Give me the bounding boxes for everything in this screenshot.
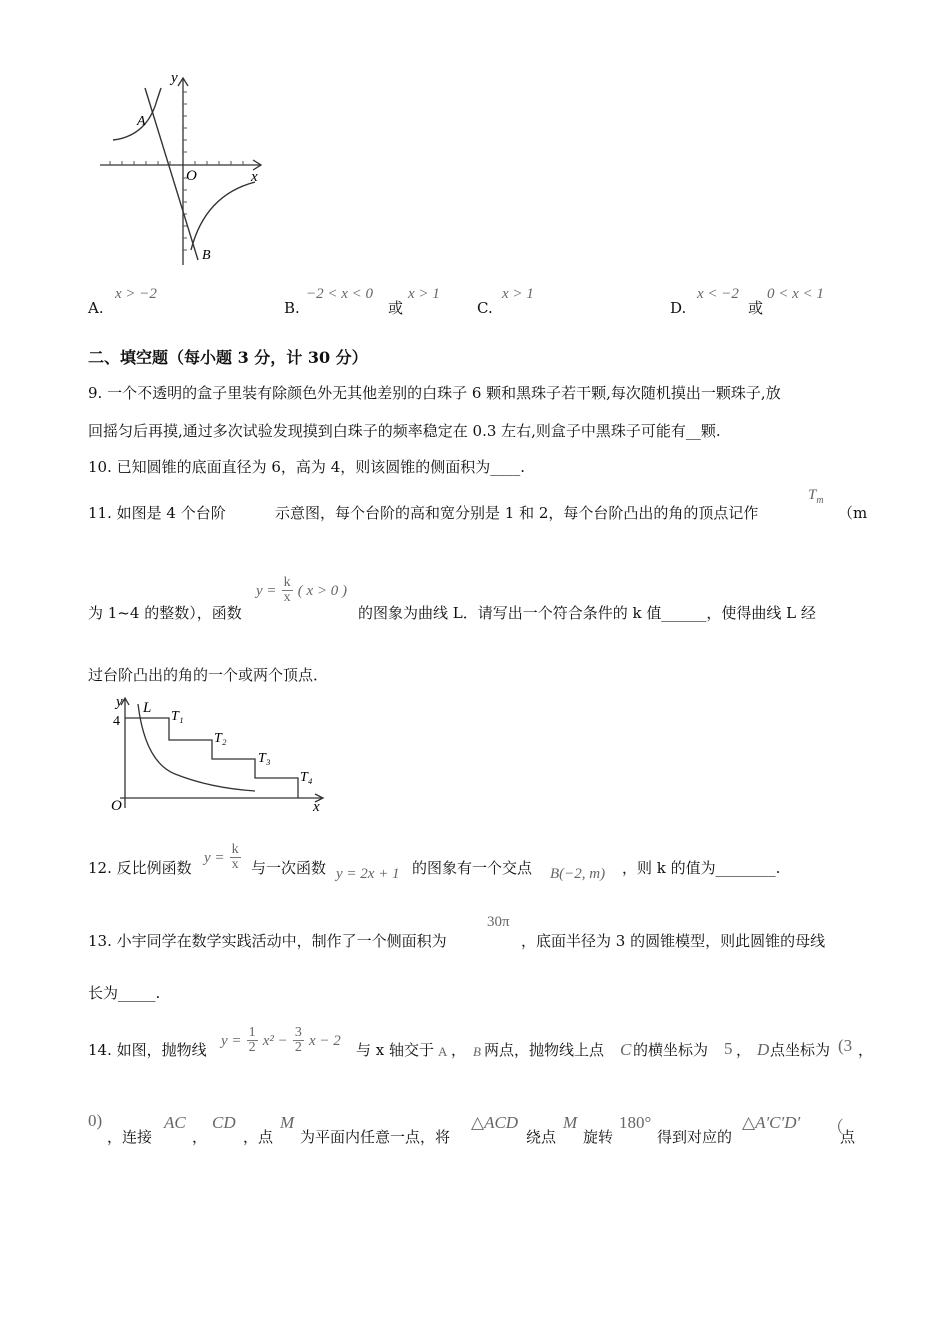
q12-part-2: 与一次函数 (251, 859, 327, 877)
t3-label: T₃ (258, 751, 271, 766)
origin-label: O (111, 798, 122, 814)
option-a-math: x > −2 (115, 286, 157, 302)
q14-frac2-den: 2 (294, 1040, 302, 1055)
q14-m2: M (563, 1113, 578, 1132)
q11-figure (100, 690, 340, 815)
q14-l2-c: ，点 (243, 1128, 274, 1146)
option-a-letter: A. (88, 299, 104, 317)
q14-tri-acd-prime: △A′C′D′ (742, 1113, 801, 1132)
q9-line-2: 回摇匀后再摸,通过多次试验发现摸到白珠子的频率稳定在 0.3 左右,则盒子中黑珠子可能有__颗. (88, 422, 721, 440)
q14-d-coord-end: 0) (88, 1111, 103, 1130)
q14-point-b: B (473, 1044, 481, 1059)
q11-tm-sub: m (816, 495, 824, 506)
hyperbola-branch-right (191, 182, 255, 250)
q13-part-1: 13. 小宇同学在数学实践活动中，制作了一个侧面积为 (88, 932, 447, 950)
t1-label: T₁ (171, 709, 184, 724)
q11-func-y: y = (256, 583, 277, 599)
q14-l2-i: 点 (840, 1128, 856, 1146)
option-d-or: 或 (748, 299, 764, 317)
q14-frac-2 (293, 1026, 304, 1055)
q14-point-a: A (438, 1044, 448, 1059)
q14-l2-f: 旋转 (583, 1128, 614, 1146)
q11-line-2a: 为 1~4 的整数），函数 (88, 604, 242, 622)
q11-part-3: （m (838, 504, 868, 522)
q13-part-2: ，底面半径为 3 的圆锥模型，则此圆锥的母线 (521, 932, 826, 950)
q12-frac-num: k (231, 842, 239, 857)
q14-part-3: 两点，抛物线上点 (484, 1041, 605, 1059)
q12-frac-den: x (231, 857, 239, 872)
option-d-math2: 0 < x < 1 (767, 286, 824, 302)
q14-eq-end: x − 2 (308, 1033, 341, 1049)
q14-l2-b: ， (192, 1128, 208, 1146)
point-b-label: B (202, 248, 211, 263)
staircase (125, 718, 298, 798)
option-d-math: x < −2 (697, 286, 739, 302)
q14-deg: 180° (619, 1113, 652, 1132)
q14-part-6: 点坐标为 (770, 1041, 831, 1059)
q14-part-5: ， (736, 1041, 752, 1059)
option-b-letter[interactable]: B. (284, 299, 300, 317)
q12-part-4: ，则 k 的值为________. (622, 859, 781, 877)
q11-func-cond: ( x > 0 ) (297, 583, 347, 599)
q14-frac1-num: 1 (248, 1025, 256, 1040)
origin-label: O (186, 168, 197, 184)
x-label: x (251, 169, 258, 185)
q14-comma: ， (451, 1041, 467, 1059)
q12-part-1: 12. 反比例函数 (88, 859, 192, 877)
option-b-or: 或 (388, 299, 404, 317)
y-label: y (116, 694, 123, 710)
q14-ac: AC (164, 1113, 186, 1132)
q11-part-1: 11. 如图是 4 个台阶 (88, 504, 226, 522)
option-d-letter[interactable]: D. (670, 299, 687, 317)
q12-fraction (230, 843, 241, 872)
q14-point-d: D (757, 1040, 770, 1059)
q14-cd: CD (212, 1113, 236, 1132)
curve-l (138, 704, 255, 791)
q11-frac-num: k (283, 575, 291, 590)
section-title: 二、填空题（每小题 3 分，计 30 分） (88, 348, 368, 367)
q14-part-1: 14. 如图，抛物线 (88, 1041, 207, 1059)
option-c-letter[interactable]: C. (477, 299, 493, 317)
q13-line-2: 长为_____. (88, 984, 161, 1002)
q14-l2-h: （ (827, 1118, 844, 1137)
y-label: y (171, 70, 178, 86)
q14-frac2-num: 3 (294, 1025, 302, 1040)
q14-parabola (221, 1026, 341, 1055)
q11-tm-base: T (808, 487, 817, 503)
q14-m: M (280, 1113, 295, 1132)
t2-label: T₂ (214, 731, 227, 746)
point-a-label: A (137, 114, 146, 129)
q9-line-1: 9. 一个不透明的盒子里装有除颜色外无其他差别的白珠子 6 颗和黑珠子若干颗,每次随机摸出一颗珠子,放 (88, 384, 781, 402)
q11-tm (808, 487, 824, 506)
q14-five: 5 (724, 1039, 733, 1058)
q12-function-1 (204, 843, 241, 872)
q13-area: 30π (487, 914, 510, 930)
q14-d-coord: (3 (838, 1036, 853, 1055)
q14-point-c: C (620, 1040, 632, 1059)
q12-function-2: y = 2x + 1 (336, 866, 400, 882)
q14-tri-acd: △ACD (471, 1113, 519, 1132)
curve-l-label: L (143, 700, 152, 716)
q14-frac-1 (247, 1026, 258, 1055)
q8-figure (95, 70, 275, 270)
q14-frac1-den: 2 (248, 1040, 256, 1055)
q12-part-3: 的图象有一个交点 (412, 859, 533, 877)
q10-text: 10. 已知圆锥的底面直径为 6，高为 4，则该圆锥的侧面积为____. (88, 458, 526, 476)
q11-frac-den: x (283, 590, 291, 605)
option-c-math: x > 1 (502, 286, 534, 302)
q14-l2-g: 得到对应的 (657, 1128, 733, 1146)
q14-part-4: 的横坐标为 (633, 1041, 709, 1059)
q14-l2-d: 为平面内任意一点，将 (300, 1128, 451, 1146)
x-label: x (313, 799, 320, 815)
q11-fraction (282, 576, 293, 605)
q11-line-2b: 的图象为曲线 L．请写出一个符合条件的 k 值______，使得曲线 L 经 (358, 604, 816, 622)
q14-part-7: ， (858, 1041, 874, 1059)
q11-part-2: 示意图，每个台阶的高和宽分别是 1 和 2，每个台阶凸出的角的顶点记作 (275, 504, 759, 522)
tick-4-label: 4 (113, 714, 120, 729)
q11-function (256, 576, 347, 605)
option-a[interactable] (88, 298, 104, 318)
q11-line-3: 过台阶凸出的角的一个或两个顶点． (88, 666, 329, 684)
option-b-math2: x > 1 (408, 286, 440, 302)
q12-point: B(−2, m) (550, 866, 606, 882)
q14-l2-a: ，连接 (107, 1128, 153, 1146)
q14-part-2: 与 x 轴交于 (356, 1041, 434, 1059)
q14-eq-y: y = (221, 1033, 242, 1049)
q12-f1-y: y = (204, 850, 225, 866)
q14-l2-e: 绕点 (526, 1128, 557, 1146)
q14-eq-mid: x² − (262, 1033, 288, 1049)
t4-label: T₄ (300, 770, 313, 785)
option-b-math: −2 < x < 0 (306, 286, 374, 302)
